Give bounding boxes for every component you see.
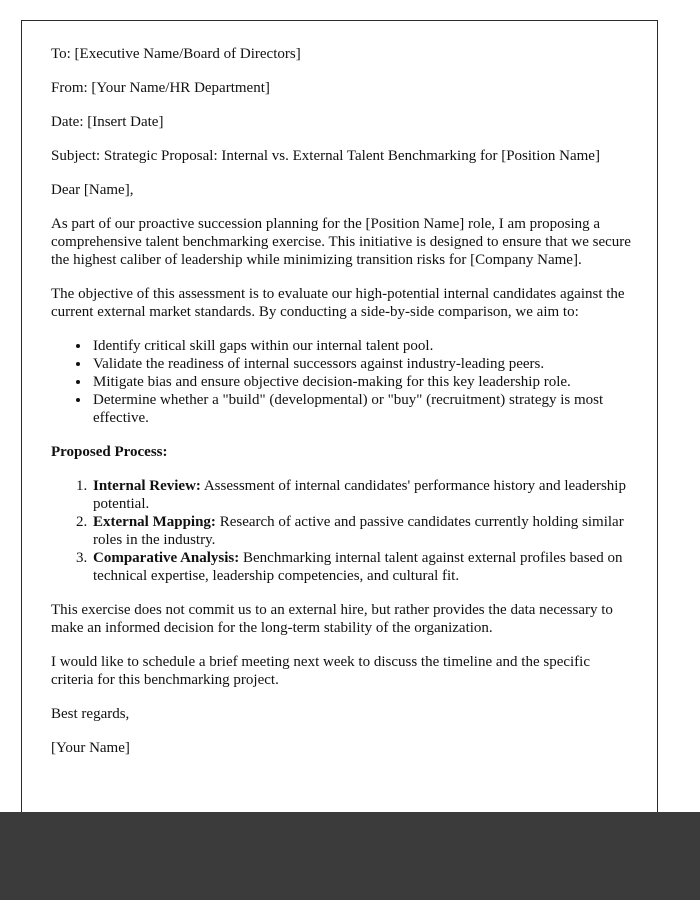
subject-line: Subject: Strategic Proposal: Internal vs. External Talent Benchmarking for [Position Name] — [51, 148, 600, 164]
process-item — [91, 513, 631, 549]
from-line: From: [Your Name/HR Department] — [51, 80, 270, 96]
bullet-item: • Determine whether a "build" (developmental) or "buy" (recruitment) strategy is most effective. — [91, 391, 631, 427]
process-item-lead: External Mapping: — [93, 514, 216, 530]
process-item-text: Assessment of internal candidates' performance history and leadership potential. — [93, 478, 626, 512]
bullet-item: • Identify critical skill gaps within our internal talent pool. — [91, 337, 631, 355]
paragraph-objective: The objective of this assessment is to evaluate our high-potential internal candidates against the current external market standards. By conducting a side-by-side comparison, we aim to: — [51, 286, 625, 320]
process-item-lead: Comparative Analysis: — [93, 550, 240, 566]
paragraph-meeting: I would like to schedule a brief meeting next week to discuss the timeline and the specific criteria for this benchmarking project. — [51, 654, 591, 688]
process-item-lead: Internal Review: — [93, 478, 201, 494]
closing: Best regards, — [51, 706, 130, 722]
process-item-text: Research of active and passive candidates currently holding similar roles in the industry. — [93, 514, 624, 548]
bullet-list — [51, 337, 631, 427]
process-item — [91, 549, 631, 585]
bottom-panel — [0, 812, 700, 900]
process-item — [91, 477, 631, 513]
date-line: Date: [Insert Date] — [51, 114, 164, 130]
paragraph-intro: As part of our proactive succession planning for the [Position Name] role, I am proposing a comprehensive talent benchmarking exercise. This initiative is designed to ensure that we secure the highest caliber of leadership while minimizing transition risks for [Company Name]. — [51, 216, 631, 268]
letter-page — [21, 20, 658, 890]
to-line: To: [Executive Name/Board of Directors] — [51, 46, 301, 62]
bullet-item: • Validate the readiness of internal successors against industry-leading peers. — [91, 355, 631, 373]
salutation: Dear [Name], — [51, 182, 134, 198]
process-list — [51, 477, 631, 585]
process-item-text: Benchmarking internal talent against external profiles based on technical expertise, leadership competencies, and cultural fit. — [93, 550, 623, 584]
paragraph-no-commit: This exercise does not commit us to an external hire, but rather provides the data necessary to make an informed decision for the long-term stability of the organization. — [51, 602, 613, 636]
bullet-item: • Mitigate bias and ensure objective decision-making for this key leadership role. — [91, 373, 631, 391]
signature: [Your Name] — [51, 740, 130, 756]
process-heading: Proposed Process: — [51, 444, 168, 460]
